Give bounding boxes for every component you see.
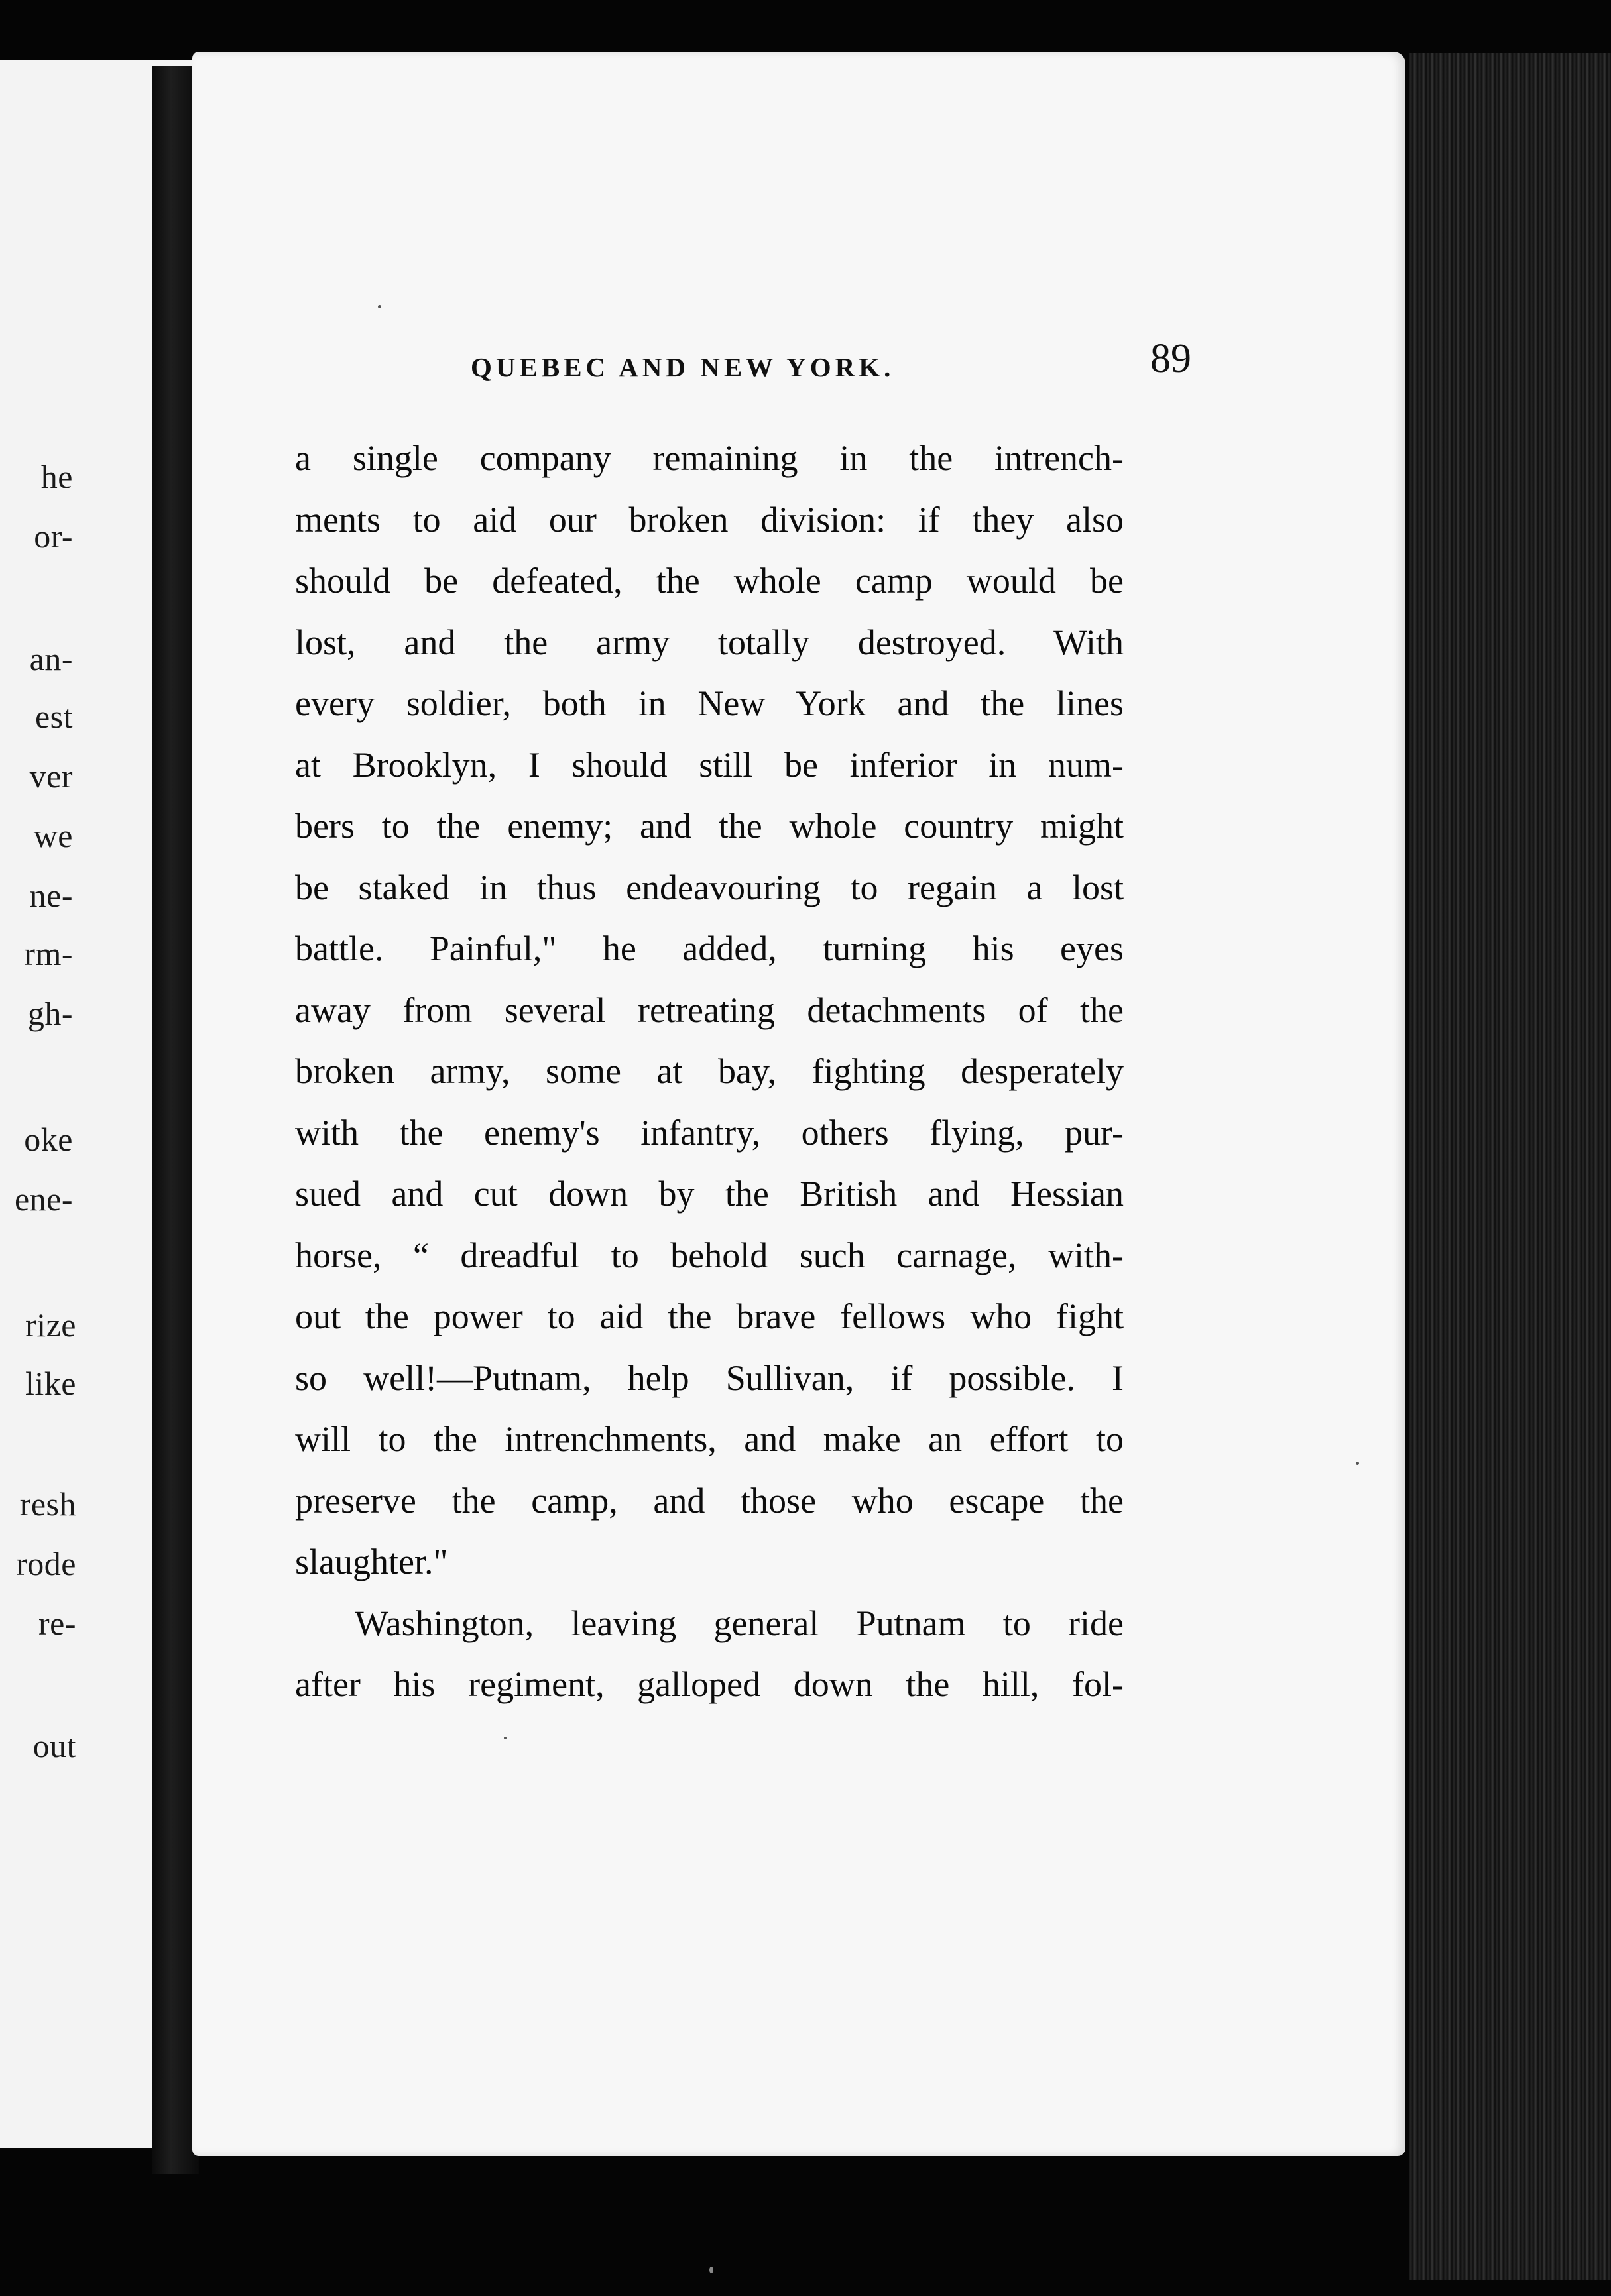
text-line: sued and cut down by the British and Hessian <box>295 1174 1124 1214</box>
text-line: broken army, some at bay, fighting desperately <box>295 1051 1124 1091</box>
facing-page-fragment: rode <box>16 1545 76 1582</box>
facing-page-fragment: re- <box>38 1605 76 1642</box>
text-line: so well!—Putnam, help Sullivan, if possible. I <box>295 1357 1124 1398</box>
facing-page-fragment: ne- <box>29 877 73 914</box>
text-line: Washington, leaving general Putnam to ride <box>355 1603 1124 1643</box>
facing-page-fragment: rize <box>25 1306 76 1344</box>
facing-page-fragment: an- <box>29 640 73 677</box>
text-line: away from several retreating detachments of the <box>295 990 1124 1030</box>
facing-page-fragment: est <box>34 698 73 735</box>
text-line: horse, “ dreadful to behold such carnage, with- <box>295 1235 1124 1275</box>
print-speck <box>378 305 381 308</box>
text-line: after his regiment, galloped down the hill, fol- <box>295 1664 1124 1704</box>
text-line: slaughter." <box>295 1542 448 1581</box>
print-speck <box>1356 1462 1359 1465</box>
facing-page-fragment: resh <box>19 1485 76 1522</box>
text-line: at Brooklyn, I should still be inferior in num- <box>295 744 1124 785</box>
facing-page-fragment: like <box>25 1365 76 1402</box>
facing-page-fragment: we <box>33 817 73 854</box>
text-line: lost, and the army totally destroyed. With <box>295 622 1124 662</box>
text-line: ments to aid our broken division: if they also <box>295 499 1124 540</box>
text-line: preserve the camp, and those who escape the <box>295 1480 1124 1521</box>
facing-page-fragment: ver <box>29 758 73 795</box>
facing-page-fragment: gh- <box>27 995 73 1032</box>
page-number: 89 <box>1150 336 1191 381</box>
facing-page-fragment: out <box>32 1727 76 1764</box>
facing-page-fragment: ene- <box>14 1180 73 1218</box>
text-line: out the power to aid the brave fellows who fight <box>295 1296 1124 1336</box>
text-line: should be defeated, the whole camp would be <box>295 561 1124 601</box>
facing-page-fragment: rm- <box>24 935 73 972</box>
facing-page-fragment: oke <box>24 1121 73 1158</box>
text-line: a single company remaining in the intrench- <box>295 438 1124 478</box>
text-line: will to the intrenchments, and make an effort to <box>295 1419 1124 1459</box>
body-text <box>295 428 1124 1715</box>
print-speck <box>504 1737 507 1739</box>
page-block-edge <box>1409 53 1611 2280</box>
text-line: battle. Painful," he added, turning his eyes <box>295 929 1124 968</box>
text-line: every soldier, both in New York and the lines <box>295 683 1124 723</box>
text-line: bers to the enemy; and the whole country might <box>295 806 1124 846</box>
facing-page-fragment: or- <box>34 518 73 555</box>
text-line: with the enemy's infantry, others flying, pur- <box>295 1112 1124 1153</box>
facing-page-fragment: he <box>40 458 73 495</box>
running-title: QUEBEC AND NEW YORK. <box>471 352 895 382</box>
print-speck <box>709 2267 713 2273</box>
text-line: be staked in thus endeavouring to regain a lost <box>295 867 1124 907</box>
